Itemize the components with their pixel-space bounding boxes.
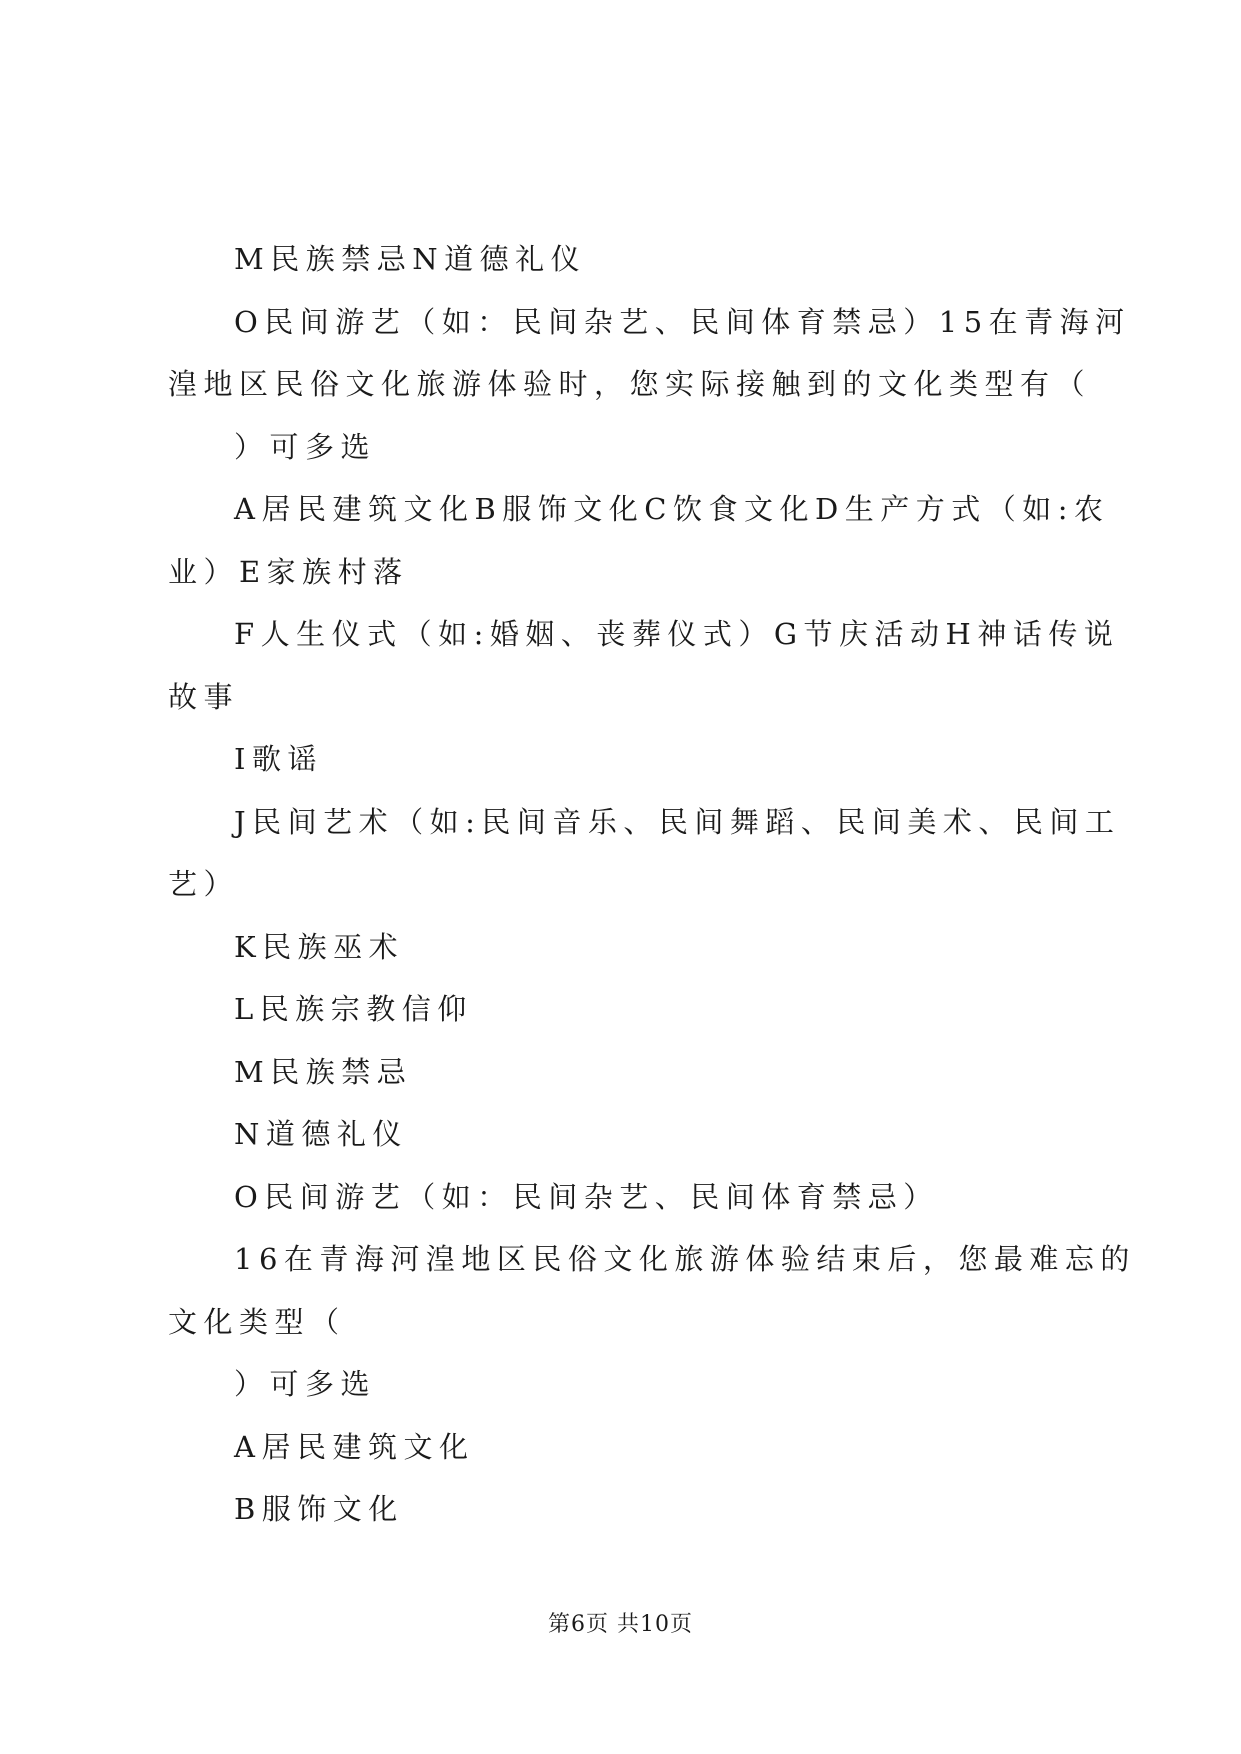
text-line: I歌谣	[234, 742, 323, 776]
text-line: ）可多选	[234, 429, 377, 464]
text-line: ）可多选	[234, 1367, 377, 1401]
document-body	[168, 228, 1136, 1541]
text-line: O民间游艺（如：民间杂艺、民间体育禁忌）15在青海河	[234, 304, 1131, 339]
text-line: L民族宗教信仰	[234, 992, 473, 1026]
text-line: N道德礼仪	[234, 1117, 408, 1151]
text-line: M民族禁忌	[234, 1054, 413, 1089]
text-line: B服饰文化	[234, 1492, 404, 1526]
text-line: A居民建筑文化B服饰文化C饮食文化D生产方式（如:农	[234, 492, 1110, 526]
text-line: 文化类型（	[168, 1304, 346, 1339]
text-line: 湟地区民俗文化旅游体验时，您实际接触到的文化类型有（	[168, 367, 1092, 401]
text-line: 16在青海河湟地区民俗文化旅游体验结束后，您最难忘的	[234, 1242, 1136, 1276]
text-line: O民间游艺（如：民间杂艺、民间体育禁忌）	[234, 1179, 939, 1214]
text-line: K民族巫术	[234, 929, 405, 964]
text-line: 艺）	[168, 867, 240, 901]
page-number-footer: 第6页 共10页	[548, 1612, 693, 1637]
text-line: J民间艺术（如:民间音乐、民间舞蹈、民间美术、民间工	[234, 804, 1121, 839]
text-line: 故事	[168, 679, 240, 714]
text-line: 业）E家族村落	[168, 554, 409, 589]
text-line: M民族禁忌N道德礼仪	[234, 242, 587, 276]
text-line: F人生仪式（如:婚姻、丧葬仪式）G节庆活动H神话传说	[234, 617, 1120, 651]
text-line: A居民建筑文化	[234, 1429, 475, 1464]
